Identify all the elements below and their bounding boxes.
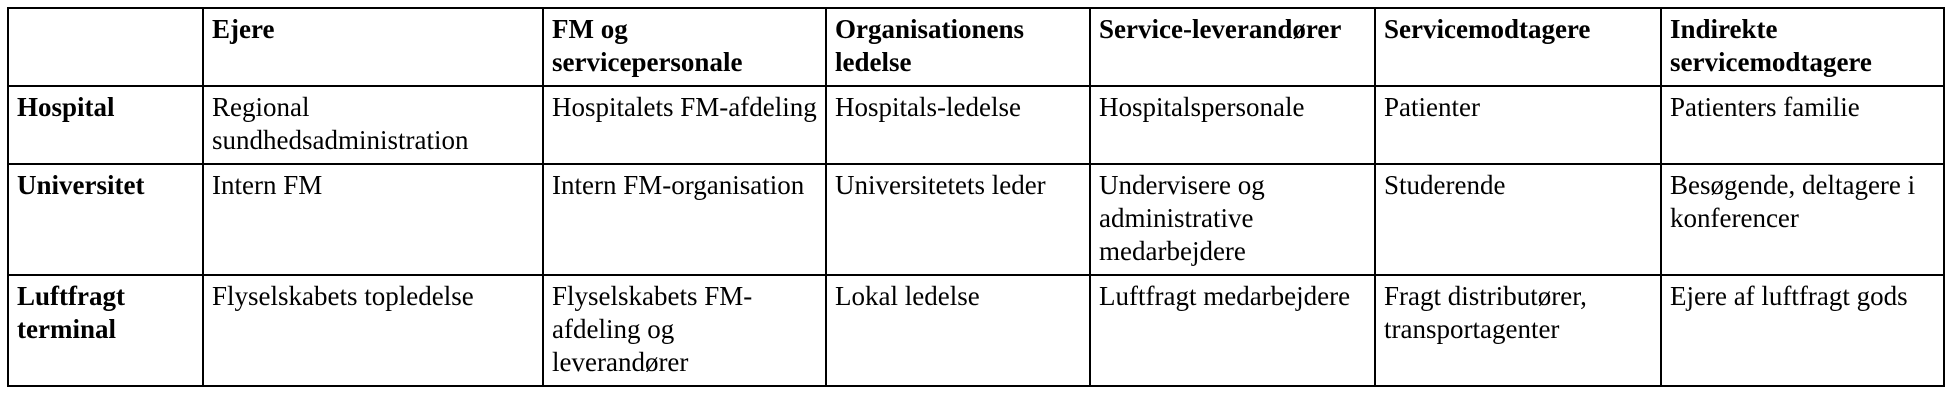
table-cell: Universitetets leder: [826, 164, 1090, 275]
table-cell: Intern FM: [203, 164, 543, 275]
row-label: Universitet: [8, 164, 203, 275]
table-cell: Hospitalspersonale: [1090, 86, 1375, 164]
table-cell: Ejere af luftfragt gods: [1661, 275, 1944, 386]
table-row: [8, 275, 1944, 386]
header-cell-corner: [8, 8, 203, 86]
table-cell: Studerende: [1375, 164, 1661, 275]
table-cell: Hospitals-ledelse: [826, 86, 1090, 164]
table-row: [8, 164, 1944, 275]
header-cell-service-leverandoerer: Service-leverandører: [1090, 8, 1375, 86]
table-cell: Hospitalets FM-afdeling: [543, 86, 826, 164]
table-cell: Intern FM-organisation: [543, 164, 826, 275]
table-cell: Fragt distributører, transportagenter: [1375, 275, 1661, 386]
table-cell: Patienters familie: [1661, 86, 1944, 164]
header-cell-indirekte-servicemodtagere: Indirekte servicemodtagere: [1661, 8, 1944, 86]
table-cell: Luftfragt medarbejdere: [1090, 275, 1375, 386]
table-cell: Regional sundhedsadministration: [203, 86, 543, 164]
table-cell: Besøgende, deltagere i konferencer: [1661, 164, 1944, 275]
row-label: Hospital: [8, 86, 203, 164]
row-label: Luftfragt terminal: [8, 275, 203, 386]
header-row: [8, 8, 1944, 86]
stakeholder-table: [7, 7, 1945, 387]
table-cell: Flyselskabets topledelse: [203, 275, 543, 386]
header-cell-fm-og-servicepersonale: FM og servicepersonale: [543, 8, 826, 86]
table-cell: Lokal ledelse: [826, 275, 1090, 386]
header-cell-ejere: Ejere: [203, 8, 543, 86]
header-cell-organisationens-ledelse: Organisationens ledelse: [826, 8, 1090, 86]
table-cell: Patienter: [1375, 86, 1661, 164]
table-row: [8, 86, 1944, 164]
table-cell: Undervisere og administrative medarbejdere: [1090, 164, 1375, 275]
header-cell-servicemodtagere: Servicemodtagere: [1375, 8, 1661, 86]
table-cell: Flyselskabets FM-afdeling og leverandører: [543, 275, 826, 386]
